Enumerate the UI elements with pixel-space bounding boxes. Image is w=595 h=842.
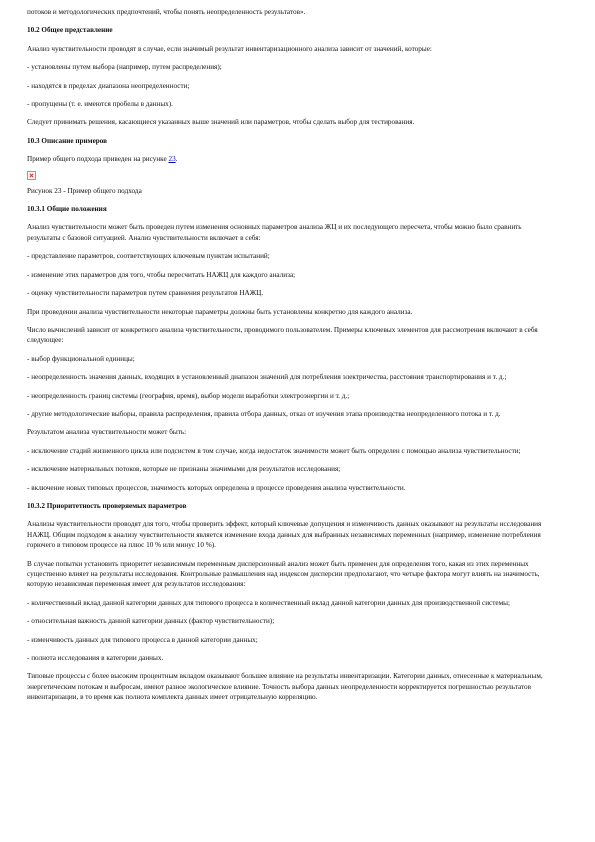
figure-caption: Рисунок 23 - Пример общего подхода (27, 186, 142, 195)
paragraph-text: . (175, 155, 178, 164)
paragraph: Анализы чувствительности проводят для того, чтобы проверить эффект, который ключевые допущения и изменчивость данных оказывают на результаты исследования НАЖЦ. Общим подходом к анализу чувствительности является изменение входа данных для выбранных независимых переменных (например, изменение потребления горючего в типовом процессе на плюс 10 % или минус 10 %). (27, 520, 542, 550)
list-item: - находятся в пределах диапазона неопределенности; (27, 81, 190, 90)
list-item: - пропущены (т. е. имеются пробелы в данных). (27, 100, 173, 109)
list-item: - представление параметров, соответствующих ключевым пунктам испытаний; (27, 252, 270, 261)
paragraph: Следует принимать решения, касающиеся указанных выше значений или параметров, чтобы сделать выбор для тестирования. (27, 118, 415, 127)
list-item: - выбор функциональной единицы; (27, 354, 135, 363)
list-item: - неопределенность границ системы (география, время), выбор модели выработки электроэнергии и т. д.; (27, 391, 350, 400)
paragraph: В случае попытки установить приоритет независимым переменным дисперсионный анализ может быть применен для определения того, какая из этих переменных существенно влияет на результаты исследования. Контрольные размышления над индексом дисперсии предполагают, что четыре фактора могут влиять на значимость, которую независимая переменная имеет для результатов исследования: (27, 559, 540, 589)
list-item: - изменение этих параметров для того, чтобы пересчитать НАЖЦ для каждого анализа; (27, 270, 296, 279)
list-item: - неопределенность значения данных, входящих в установленный диапазон значений для потребления электричества, расстояния транспортирования и т. д.; (27, 373, 507, 382)
section-heading-10-3-1: 10.3.1 Общие положения (27, 205, 107, 214)
paragraph: Анализ чувствительности может быть проведен путем изменения основных параметров анализа ЖЦ и их последующего пересчета, чтобы можно было сравнить результаты с базовой ситуацией. Анализ чувствительности включает в себя: (27, 223, 522, 242)
broken-image-icon (27, 171, 36, 180)
paragraph: потоков и методологических предпочтений, чтобы понять неопределенность результатов». (27, 8, 306, 16)
figure-link[interactable]: 23 (168, 155, 176, 164)
list-item: - полнота исследования в категории данных. (27, 654, 164, 663)
paragraph-text: Пример общего подхода приведен на рисунке (27, 155, 169, 164)
paragraph: При проведении анализа чувствительности некоторые параметры должны быть установлены конкретно для каждого анализа. (27, 307, 413, 316)
section-heading-10-2: 10.2 Общее представление (27, 26, 113, 35)
list-item: - установлены путем выбора (например, путем распределения); (27, 63, 222, 72)
list-item: - количественный вклад данной категории данных для типового процесса в количественный вклад данной категории данных для производственной системы; (27, 598, 510, 607)
list-item: - включение новых типовых процессов, значимость которых определена в процессе проведения анализа чувствительности. (27, 483, 406, 492)
paragraph (27, 154, 545, 164)
section-heading-10-3: 10.3 Описание примеров (27, 136, 108, 145)
list-item: - исключение стадий жизненного цикла или подсистем в том случае, когда недостаток значимости может быть определен с помощью анализа чувствительности; (27, 446, 521, 455)
list-item: - изменчивость данных для типового процесса в данной категории данных; (27, 635, 258, 644)
paragraph: Результатом анализа чувствительности может быть: (27, 428, 187, 437)
paragraph: Анализ чувствительности проводят в случае, если значимый результат инвентаризационного анализа зависит от значений, которые: (27, 44, 432, 53)
list-item: - другие методологические выборы, правила распределения, правила отбора данных, отказ от изучения этапа производства неопределенного потока и т. д. (27, 409, 501, 418)
paragraph: Число вычислений зависит от конкретного анализа чувствительности, проводимого пользователем. Примеры ключевых элементов для рассмотрения включают в себя следующее: (27, 325, 538, 345)
list-item: - оценку чувствительности параметров путем сравнения результатов НАЖЦ. (27, 289, 264, 298)
list-item: - исключение материальных потоков, которые не признаны значимыми для результатов исследования; (27, 465, 341, 474)
list-item: - относительная важность данной категории данных (фактор чувствительности); (27, 617, 275, 626)
paragraph: Типовые процессы с более высоким процентным вкладом оказывают большее влияние на результаты инвентаризации. Категории данных, отнесенные к материальным, энергетическим потокам и выбросам, имеют разное экологическое влияние. Точность выбора данных неопределенности корректируется погрешностью результатов инвентаризации, в то время как полнота комплекта данных имеет отрицательную корреляцию. (27, 672, 543, 702)
section-heading-10-3-2: 10.3.2 Приоритетность проверяемых параметров (27, 501, 187, 510)
